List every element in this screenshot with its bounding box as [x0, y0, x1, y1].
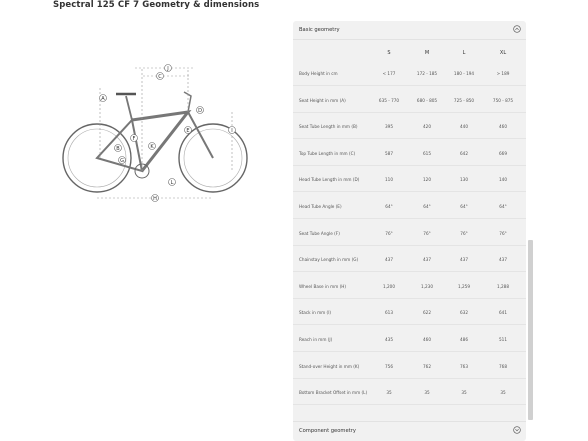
- marker-K: [149, 143, 156, 150]
- row-divider: [293, 85, 526, 86]
- table-cell: 680 - 805: [416, 97, 438, 103]
- svg-text:K: K: [150, 143, 154, 150]
- basic-geometry-header[interactable]: [293, 21, 526, 39]
- svg-text:D: D: [198, 107, 202, 114]
- marker-G: [119, 157, 126, 164]
- row-label: Chainstay Length in mm (G): [299, 257, 359, 263]
- row-divider: [293, 218, 526, 219]
- component-geometry-header[interactable]: [293, 422, 526, 440]
- table-cell: 64°: [423, 204, 431, 209]
- table-cell: 768: [499, 363, 507, 369]
- table-cell: 632: [460, 310, 468, 316]
- table-cell: 35: [424, 390, 430, 396]
- table-cell: 1,288: [497, 283, 509, 289]
- svg-text:I: I: [231, 127, 233, 134]
- table-cell: 756: [385, 363, 393, 369]
- table-cell: 613: [385, 310, 393, 316]
- table-cell: 35: [461, 390, 467, 396]
- table-cell: 76°: [423, 230, 431, 236]
- basic-geometry-title: Basic geometry: [299, 27, 340, 33]
- svg-text:H: H: [153, 195, 157, 202]
- table-cell: 64°: [385, 204, 393, 209]
- table-cell: 110: [385, 177, 393, 183]
- scrollbar[interactable]: [528, 240, 533, 420]
- size-header-s: S: [387, 50, 391, 56]
- marker-A: [100, 95, 107, 102]
- row-label: Wheel Base in mm (H): [299, 283, 347, 289]
- row-divider: [293, 298, 526, 299]
- svg-text:L: L: [170, 179, 174, 186]
- table-cell: 76°: [499, 230, 507, 236]
- row-label: Bottom Bracket Offset in mm (L): [299, 390, 368, 396]
- bike-geometry-diagram: [60, 58, 250, 208]
- table-cell: 437: [423, 257, 431, 263]
- svg-text:J: J: [167, 65, 169, 72]
- table-cell: 587: [385, 150, 393, 156]
- row-divider: [293, 378, 526, 379]
- marker-I: [229, 127, 236, 134]
- table-cell: 762: [423, 363, 431, 369]
- table-cell: 64°: [499, 204, 507, 209]
- row-label: Body Height in cm: [299, 71, 338, 76]
- table-cell: 35: [500, 390, 506, 396]
- table-cell: 437: [499, 257, 507, 263]
- page-title: Spectral 125 CF 7 Geometry & dimensions: [53, 0, 260, 10]
- table-cell: 460: [423, 337, 431, 342]
- table-cell: 615: [423, 150, 431, 156]
- table-cell: 64°: [460, 204, 468, 209]
- row-divider: [293, 245, 526, 246]
- table-cell: 172 - 185: [416, 71, 438, 76]
- table-cell: 130: [460, 177, 468, 183]
- table-cell: 76°: [460, 230, 468, 236]
- table-cell: 635 - 770: [378, 97, 400, 103]
- table-cell: 140: [499, 177, 507, 183]
- row-label: Seat Tube Angle (F): [299, 230, 340, 236]
- table-cell: 76°: [385, 230, 393, 236]
- row-divider: [293, 404, 526, 405]
- table-cell: 641: [499, 310, 507, 316]
- svg-text:A: A: [101, 95, 105, 102]
- table-cell: 642: [460, 150, 468, 156]
- row-label: Seat Tube Length in mm (B): [299, 124, 358, 130]
- marker-B: [115, 145, 122, 152]
- size-header-xl: XL: [499, 50, 507, 56]
- row-label: Top Tube Length in mm (C): [299, 150, 356, 156]
- svg-text:E: E: [186, 127, 190, 134]
- table-cell: 1,259: [458, 283, 470, 289]
- table-cell: 622: [423, 310, 431, 316]
- chevron-up-circle-icon[interactable]: [513, 25, 521, 33]
- chevron-down-circle-icon[interactable]: [513, 426, 521, 434]
- table-cell: 437: [460, 257, 468, 263]
- marker-J: [165, 65, 172, 72]
- marker-F: [131, 135, 138, 142]
- table-cell: 669: [499, 150, 507, 156]
- row-divider: [293, 351, 526, 352]
- table-cell: 395: [385, 124, 393, 130]
- svg-text:C: C: [158, 73, 162, 80]
- row-label: Head Tube Angle (E): [299, 204, 342, 209]
- table-cell: < 177: [382, 71, 396, 76]
- geometry-panel: [293, 21, 526, 441]
- table-cell: 35: [386, 390, 392, 396]
- table-cell: 420: [423, 124, 431, 130]
- table-cell: 1,200: [383, 283, 395, 289]
- size-header-l: L: [462, 50, 466, 56]
- table-cell: 511: [499, 337, 507, 342]
- table-cell: 460: [499, 124, 507, 130]
- row-divider: [293, 138, 526, 139]
- row-divider: [293, 165, 526, 166]
- marker-E: [185, 127, 192, 134]
- table-cell: 1,230: [421, 283, 433, 289]
- row-label: Seat Height in mm (A): [299, 97, 346, 103]
- table-cell: 750 - 875: [492, 97, 514, 103]
- header-divider: [293, 39, 526, 40]
- table-cell: 725 - 850: [453, 97, 475, 103]
- marker-L: [169, 179, 176, 186]
- row-divider: [293, 191, 526, 192]
- table-cell: 435: [385, 337, 393, 342]
- table-cell: 437: [385, 257, 393, 263]
- table-cell: 486: [460, 337, 468, 342]
- svg-text:B: B: [116, 145, 120, 152]
- size-header-m: M: [424, 50, 430, 56]
- svg-text:G: G: [120, 157, 124, 164]
- table-cell: 440: [460, 124, 468, 130]
- svg-text:F: F: [132, 135, 136, 142]
- row-divider: [293, 112, 526, 113]
- table-cell: > 189: [496, 71, 510, 76]
- table-cell: 120: [423, 177, 431, 183]
- table-cell: 180 - 194: [453, 71, 475, 76]
- component-geometry-title: Component geometry: [299, 428, 356, 434]
- row-divider: [293, 324, 526, 325]
- row-divider: [293, 271, 526, 272]
- marker-C: [157, 73, 164, 80]
- row-label: Stack in mm (I): [299, 310, 332, 316]
- marker-D: [197, 107, 204, 114]
- row-label: Stand-over Height in mm (K): [299, 363, 360, 369]
- marker-H: [152, 195, 159, 202]
- row-label: Head Tube Length in mm (D): [299, 177, 360, 183]
- row-label: Reach in mm (J): [299, 337, 333, 342]
- table-cell: 763: [460, 363, 468, 369]
